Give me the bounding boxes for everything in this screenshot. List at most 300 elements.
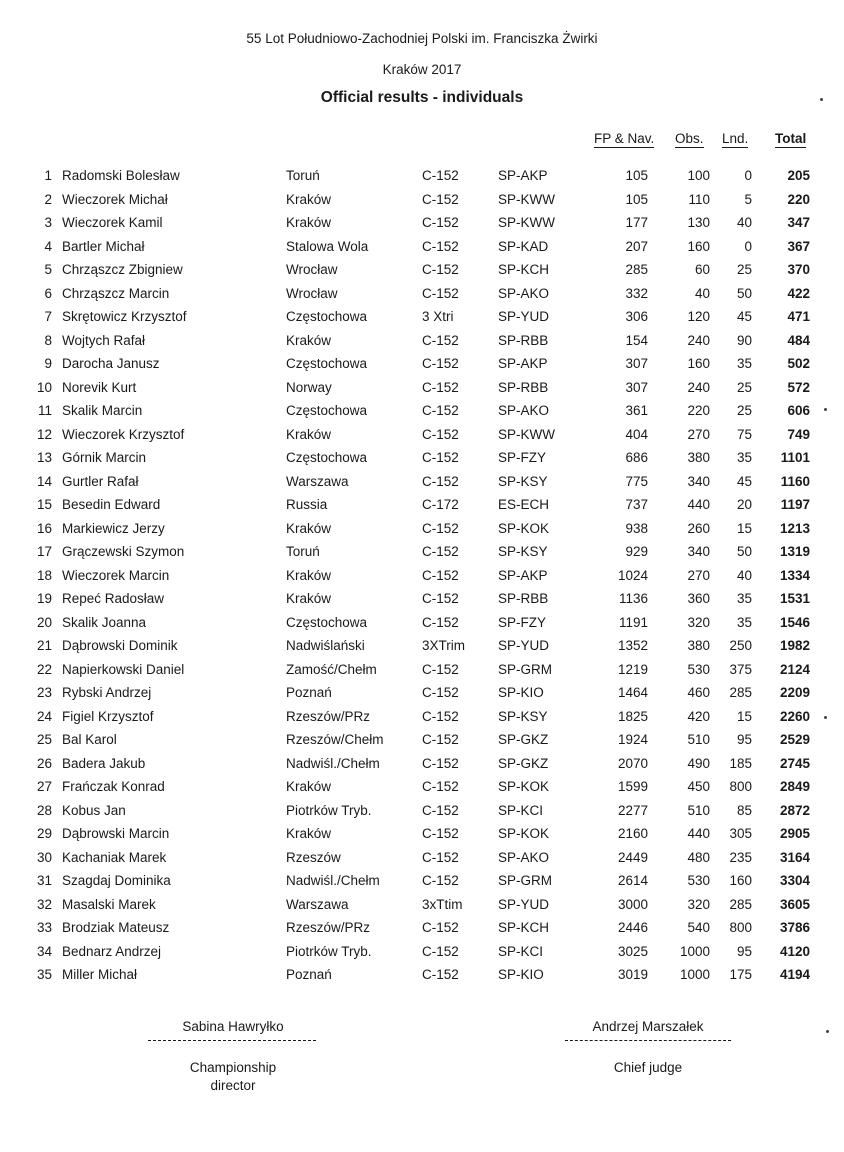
table-row (0, 472, 844, 496)
fp-nav-score-cell: 938 (625, 520, 648, 536)
table-row (0, 237, 844, 261)
table-row (0, 378, 844, 402)
pilot-name-cell: Markiewicz Jerzy (62, 520, 165, 536)
registration-cell: SP-KIO (498, 685, 544, 700)
pilot-name-cell: Repeć Radosław (62, 591, 165, 606)
fp-nav-score-cell: 404 (625, 426, 648, 442)
registration-cell: SP-AKO (498, 285, 550, 301)
pilot-name-cell: Bartler Michał (62, 238, 145, 254)
table-row (0, 848, 844, 872)
club-cell: Stalowa Wola (286, 238, 369, 254)
rank-cell: 21 (36, 638, 52, 653)
obs-score-cell: 480 (687, 849, 710, 865)
scan-speck (824, 716, 827, 719)
club-cell: Wrocław (286, 285, 338, 301)
rank-cell: 7 (44, 309, 52, 324)
landing-score-cell: 15 (736, 708, 752, 724)
registration-cell: SP-KWW (498, 426, 555, 442)
club-cell: Warszawa (286, 896, 349, 912)
total-score-cell: 2745 (779, 755, 810, 771)
registration-cell: SP-KWW (498, 191, 555, 207)
registration-cell: SP-KSY (498, 708, 548, 724)
fp-nav-score-cell: 929 (625, 544, 648, 559)
obs-score-cell: 60 (694, 262, 710, 277)
total-score-cell: 2260 (779, 708, 810, 724)
pilot-name-cell: Chrząszcz Marcin (62, 285, 170, 301)
registration-cell: SP-GKZ (498, 755, 549, 771)
fp-nav-score-cell: 775 (625, 473, 648, 489)
total-score-cell: 205 (787, 168, 810, 183)
landing-score-cell: 35 (736, 356, 752, 371)
aircraft-type-cell: C-152 (422, 967, 459, 982)
landing-score-cell: 235 (729, 849, 752, 865)
rank-cell: 14 (36, 473, 52, 489)
aircraft-type-cell: C-152 (422, 285, 459, 301)
rank-cell: 31 (36, 873, 52, 888)
total-score-cell: 484 (787, 332, 810, 348)
obs-score-cell: 110 (688, 191, 710, 207)
total-score-cell: 1982 (779, 638, 810, 653)
club-cell: Toruń (286, 168, 320, 183)
landing-score-cell: 0 (744, 168, 752, 183)
pilot-name-cell: Skalik Marcin (62, 403, 143, 418)
obs-score-cell: 120 (687, 309, 710, 324)
total-score-cell: 1319 (779, 544, 810, 559)
aircraft-type-cell: C-152 (422, 826, 459, 841)
pilot-name-cell: Wieczorek Kamil (62, 215, 163, 230)
fp-nav-score-cell: 1219 (617, 661, 648, 677)
aircraft-type-cell: C-152 (422, 356, 459, 371)
total-score-cell: 347 (787, 215, 810, 230)
club-cell: Warszawa (286, 473, 349, 489)
club-cell: Nadwiślański (286, 638, 365, 653)
fp-nav-score-cell: 3019 (617, 967, 648, 982)
club-cell: Rzeszów (286, 849, 341, 865)
total-score-cell: 1546 (779, 614, 810, 630)
rank-cell: 13 (36, 450, 52, 465)
table-row (0, 636, 844, 660)
registration-cell: SP-AKO (498, 849, 550, 865)
rank-cell: 17 (36, 544, 52, 559)
aircraft-type-cell: 3xTtim (422, 896, 463, 912)
rank-cell: 24 (36, 708, 52, 724)
column-header-lnd: Lnd. (722, 131, 749, 146)
registration-cell: SP-GRM (498, 661, 552, 677)
fp-nav-score-cell: 307 (625, 356, 648, 371)
total-score-cell: 471 (787, 309, 810, 324)
table-row (0, 683, 844, 707)
rank-cell: 23 (36, 685, 52, 700)
pilot-name-cell: Szagdaj Dominika (62, 873, 171, 888)
landing-score-cell: 25 (736, 379, 752, 395)
registration-cell: SP-AKP (498, 567, 548, 583)
obs-score-cell: 510 (687, 732, 710, 747)
club-cell: Poznań (286, 967, 332, 982)
obs-score-cell: 270 (687, 426, 710, 442)
landing-score-cell: 35 (736, 450, 752, 465)
registration-cell: SP-KCH (498, 920, 550, 935)
rank-cell: 1 (44, 168, 52, 183)
rank-cell: 10 (36, 379, 52, 395)
registration-cell: SP-KCH (498, 262, 550, 277)
aircraft-type-cell: C-152 (422, 591, 459, 606)
pilot-name-cell: Wojtych Rafał (62, 332, 146, 348)
obs-score-cell: 380 (687, 638, 710, 653)
pilot-name-cell: Brodziak Mateusz (62, 920, 170, 935)
total-score-cell: 2872 (779, 802, 810, 818)
rank-cell: 26 (36, 755, 52, 771)
fp-nav-score-cell: 1464 (617, 685, 648, 700)
fp-nav-score-cell: 105 (625, 191, 648, 207)
landing-score-cell: 95 (736, 732, 752, 747)
table-row (0, 918, 844, 942)
pilot-name-cell: Kachaniak Marek (62, 849, 167, 865)
event-location: Kraków 2017 (382, 62, 462, 77)
club-cell: Piotrków Tryb. (286, 802, 372, 818)
club-cell: Kraków (286, 520, 332, 536)
fp-nav-score-cell: 1825 (617, 708, 648, 724)
aircraft-type-cell: C-152 (422, 920, 459, 935)
fp-nav-score-cell: 1599 (617, 779, 648, 794)
obs-score-cell: 130 (687, 215, 710, 230)
column-header-total: Total (775, 131, 807, 146)
landing-score-cell: 40 (736, 215, 752, 230)
fp-nav-score-cell: 2070 (617, 755, 648, 771)
scan-speck (826, 1030, 829, 1033)
pilot-name-cell: Frańczak Konrad (62, 779, 165, 794)
landing-score-cell: 250 (729, 638, 752, 653)
registration-cell: SP-GRM (498, 873, 552, 888)
table-row (0, 260, 844, 284)
aircraft-type-cell: C-152 (422, 661, 459, 677)
total-score-cell: 2849 (779, 779, 810, 794)
pilot-name-cell: Grączewski Szymon (62, 544, 185, 559)
obs-score-cell: 380 (687, 450, 710, 465)
fp-nav-score-cell: 307 (625, 379, 648, 395)
obs-score-cell: 1000 (679, 967, 710, 982)
fp-nav-score-cell: 2160 (617, 826, 648, 841)
obs-score-cell: 360 (687, 591, 710, 606)
aircraft-type-cell: C-152 (422, 614, 459, 630)
aircraft-type-cell: C-152 (422, 332, 459, 348)
aircraft-type-cell: C-152 (422, 238, 459, 254)
table-row (0, 965, 844, 989)
total-score-cell: 220 (787, 191, 810, 207)
rank-cell: 25 (36, 732, 52, 747)
rank-cell: 16 (36, 520, 52, 536)
fp-nav-score-cell: 1191 (618, 614, 648, 630)
judge-name: Andrzej Marszałek (592, 1019, 704, 1034)
table-row (0, 331, 844, 355)
pilot-name-cell: Napierkowski Daniel (62, 661, 185, 677)
total-score-cell: 3786 (779, 920, 810, 935)
table-row (0, 871, 844, 895)
club-cell: Zamość/Chełm (286, 661, 377, 677)
table-row (0, 448, 844, 472)
pilot-name-cell: Chrząszcz Zbigniew (62, 262, 183, 277)
aircraft-type-cell: C-152 (422, 215, 459, 230)
fp-nav-score-cell: 737 (625, 497, 648, 512)
fp-nav-score-cell: 686 (625, 450, 648, 465)
total-score-cell: 1160 (780, 473, 810, 489)
rank-cell: 20 (36, 614, 52, 630)
judge-role: Chief judge (613, 1060, 683, 1075)
fp-nav-score-cell: 1352 (617, 638, 648, 653)
table-row (0, 401, 844, 425)
fp-nav-score-cell: 1136 (618, 591, 648, 606)
obs-score-cell: 420 (687, 708, 710, 724)
registration-cell: SP-YUD (498, 638, 550, 653)
aircraft-type-cell: C-152 (422, 379, 459, 395)
club-cell: Kraków (286, 826, 332, 841)
club-cell: Russia (286, 497, 328, 512)
registration-cell: SP-AKP (498, 168, 548, 183)
club-cell: Częstochowa (286, 309, 368, 324)
obs-score-cell: 320 (687, 896, 710, 912)
total-score-cell: 1101 (780, 450, 810, 465)
registration-cell: SP-KWW (498, 215, 555, 230)
aircraft-type-cell: 3XTrim (422, 638, 465, 653)
obs-score-cell: 40 (694, 285, 710, 301)
landing-score-cell: 305 (729, 826, 752, 841)
event-title: 55 Lot Południowo-Zachodniej Polski im. Franciszka Żwirki (246, 31, 598, 46)
aircraft-type-cell: C-152 (422, 849, 459, 865)
rank-cell: 19 (36, 591, 52, 606)
registration-cell: SP-KCI (498, 943, 544, 959)
aircraft-type-cell: C-152 (422, 802, 459, 818)
obs-score-cell: 240 (687, 379, 710, 395)
total-score-cell: 606 (787, 403, 810, 418)
club-cell: Kraków (286, 426, 332, 442)
table-row (0, 942, 844, 966)
column-header-obs: Obs. (675, 131, 704, 146)
registration-cell: SP-FZY (498, 450, 547, 465)
aircraft-type-cell: C-152 (422, 262, 459, 277)
page-title: Official results - individuals (320, 89, 524, 106)
table-row (0, 166, 844, 190)
table-row (0, 425, 844, 449)
landing-score-cell: 375 (729, 661, 752, 677)
aircraft-type-cell: C-152 (422, 191, 459, 207)
aircraft-type-cell: C-152 (422, 943, 459, 959)
landing-score-cell: 185 (729, 755, 752, 771)
director-signature-line (148, 1040, 316, 1041)
scan-speck (820, 98, 823, 101)
landing-score-cell: 160 (729, 873, 752, 888)
registration-cell: SP-KCI (498, 802, 544, 818)
total-score-cell: 2905 (779, 826, 810, 841)
pilot-name-cell: Figiel Krzysztof (62, 708, 154, 724)
rank-cell: 32 (36, 896, 52, 912)
aircraft-type-cell: C-152 (422, 732, 459, 747)
club-cell: Kraków (286, 779, 332, 794)
table-row (0, 519, 844, 543)
pilot-name-cell: Wieczorek Krzysztof (62, 426, 185, 442)
pilot-name-cell: Besedin Edward (62, 497, 161, 512)
pilot-name-cell: Rybski Andrzej (62, 685, 152, 700)
landing-score-cell: 15 (736, 520, 752, 536)
pilot-name-cell: Norevik Kurt (62, 379, 137, 395)
fp-nav-score-cell: 306 (625, 309, 648, 324)
obs-score-cell: 260 (687, 520, 710, 536)
club-cell: Częstochowa (286, 403, 368, 418)
pilot-name-cell: Skalik Joanna (62, 614, 147, 630)
rank-cell: 35 (36, 967, 52, 982)
rank-cell: 11 (37, 403, 52, 418)
obs-score-cell: 530 (687, 661, 710, 677)
pilot-name-cell: Wieczorek Michał (62, 191, 168, 207)
club-cell: Norway (286, 379, 332, 395)
landing-score-cell: 95 (736, 943, 752, 959)
registration-cell: SP-YUD (498, 896, 550, 912)
rank-cell: 22 (36, 661, 52, 677)
aircraft-type-cell: C-152 (422, 520, 459, 536)
table-row (0, 354, 844, 378)
landing-score-cell: 800 (729, 779, 752, 794)
pilot-name-cell: Skrętowicz Krzysztof (62, 309, 187, 324)
aircraft-type-cell: C-152 (422, 708, 459, 724)
obs-score-cell: 510 (687, 802, 710, 818)
registration-cell: SP-KOK (498, 826, 550, 841)
rank-cell: 3 (44, 215, 52, 230)
club-cell: Nadwiśl./Chełm (286, 755, 380, 771)
fp-nav-score-cell: 207 (625, 238, 648, 254)
registration-cell: SP-KSY (498, 473, 548, 489)
rank-cell: 28 (36, 802, 52, 818)
rank-cell: 6 (44, 285, 52, 301)
pilot-name-cell: Masalski Marek (62, 896, 156, 912)
fp-nav-score-cell: 285 (625, 262, 648, 277)
registration-cell: SP-KIO (498, 967, 544, 982)
rank-cell: 30 (36, 849, 52, 865)
club-cell: Wrocław (286, 262, 338, 277)
pilot-name-cell: Dąbrowski Dominik (62, 638, 178, 653)
fp-nav-score-cell: 2614 (617, 873, 648, 888)
club-cell: Kraków (286, 567, 332, 583)
obs-score-cell: 460 (687, 685, 710, 700)
table-row (0, 801, 844, 825)
rank-cell: 27 (36, 779, 52, 794)
pilot-name-cell: Gurtler Rafał (62, 473, 139, 489)
registration-cell: SP-RBB (498, 591, 549, 606)
rank-cell: 2 (44, 191, 52, 207)
landing-score-cell: 45 (736, 473, 752, 489)
obs-score-cell: 540 (687, 920, 710, 935)
table-row (0, 566, 844, 590)
fp-nav-score-cell: 2449 (617, 849, 648, 865)
rank-cell: 33 (36, 920, 52, 935)
obs-score-cell: 440 (687, 826, 710, 841)
rank-cell: 8 (44, 332, 52, 348)
aircraft-type-cell: C-152 (422, 168, 459, 183)
registration-cell: SP-KOK (498, 520, 550, 536)
rank-cell: 18 (36, 567, 52, 583)
obs-score-cell: 1000 (679, 943, 710, 959)
registration-cell: ES-ECH (498, 497, 550, 512)
obs-score-cell: 240 (687, 332, 710, 348)
landing-score-cell: 85 (736, 802, 752, 818)
landing-score-cell: 0 (744, 238, 752, 254)
fp-nav-score-cell: 1024 (617, 567, 648, 583)
landing-score-cell: 35 (736, 614, 752, 630)
total-score-cell: 4120 (779, 943, 810, 959)
landing-score-cell: 5 (744, 191, 752, 207)
club-cell: Częstochowa (286, 614, 368, 630)
total-score-cell: 370 (787, 262, 810, 277)
registration-cell: SP-FZY (498, 614, 547, 630)
landing-score-cell: 175 (729, 967, 752, 982)
table-row (0, 613, 844, 637)
aircraft-type-cell: C-172 (422, 497, 459, 512)
table-row (0, 542, 844, 566)
rank-cell: 4 (44, 238, 52, 254)
pilot-name-cell: Bednarz Andrzej (62, 943, 162, 959)
rank-cell: 9 (44, 356, 52, 371)
aircraft-type-cell: C-152 (422, 755, 459, 771)
rank-cell: 15 (36, 497, 52, 512)
fp-nav-score-cell: 3025 (617, 943, 648, 959)
aircraft-type-cell: C-152 (422, 779, 459, 794)
club-cell: Kraków (286, 191, 332, 207)
obs-score-cell: 160 (687, 356, 710, 371)
landing-score-cell: 20 (736, 497, 752, 512)
registration-cell: SP-RBB (498, 379, 549, 395)
total-score-cell: 2529 (779, 732, 810, 747)
obs-score-cell: 340 (687, 473, 710, 489)
landing-score-cell: 75 (736, 426, 752, 442)
club-cell: Rzeszów/PRz (286, 920, 371, 935)
pilot-name-cell: Wieczorek Marcin (62, 567, 170, 583)
obs-score-cell: 270 (687, 567, 710, 583)
rank-cell: 29 (36, 826, 52, 841)
fp-nav-score-cell: 2277 (617, 802, 648, 818)
fp-nav-score-cell: 1924 (617, 732, 648, 747)
aircraft-type-cell: 3 Xtri (422, 309, 454, 324)
registration-cell: SP-AKO (498, 403, 550, 418)
registration-cell: SP-GKZ (498, 732, 549, 747)
pilot-name-cell: Radomski Bolesław (62, 168, 180, 183)
club-cell: Toruń (286, 544, 320, 559)
table-row (0, 777, 844, 801)
club-cell: Kraków (286, 215, 332, 230)
total-score-cell: 1197 (780, 497, 810, 512)
total-score-cell: 3605 (779, 896, 810, 912)
aircraft-type-cell: C-152 (422, 403, 459, 418)
fp-nav-score-cell: 105 (625, 168, 648, 183)
total-score-cell: 422 (787, 285, 810, 301)
rank-cell: 12 (36, 426, 52, 442)
club-cell: Piotrków Tryb. (286, 943, 372, 959)
table-row (0, 707, 844, 731)
landing-score-cell: 285 (729, 896, 752, 912)
aircraft-type-cell: C-152 (422, 473, 459, 489)
aircraft-type-cell: C-152 (422, 567, 459, 583)
table-row (0, 824, 844, 848)
judge-signature-line (565, 1040, 731, 1041)
column-header-fp-nav: FP & Nav. (594, 131, 655, 146)
aircraft-type-cell: C-152 (422, 450, 459, 465)
aircraft-type-cell: C-152 (422, 544, 459, 559)
club-cell: Kraków (286, 591, 332, 606)
director-role-line1: Championship (189, 1060, 277, 1075)
landing-score-cell: 25 (736, 403, 752, 418)
obs-score-cell: 320 (687, 614, 710, 630)
pilot-name-cell: Górnik Marcin (62, 450, 147, 465)
club-cell: Rzeszów/Chełm (286, 732, 384, 747)
table-row (0, 895, 844, 919)
club-cell: Częstochowa (286, 356, 368, 371)
table-row (0, 284, 844, 308)
